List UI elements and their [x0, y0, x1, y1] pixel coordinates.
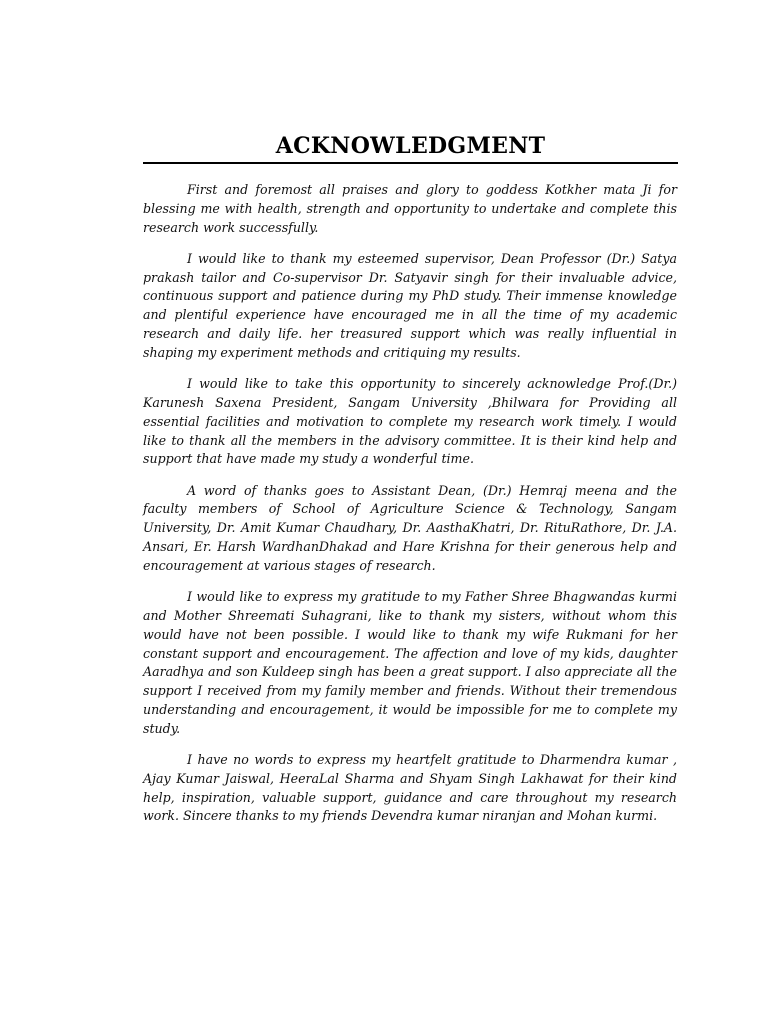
paragraph-5: I would like to express my gratitude to my Father Shree Bhagwandas kurmi and Mother Shreemati Suhagrani, like to thank my sisters, without whom this would have not been possible. I would like to thank my wife Rukmani for her constant support and encouragement. The affection and love of my kids, daughter Aaradhya and son Kuldeep singh has been a great support. I also appreciate all the support I received from my family member and friends. Without their tremendous understanding and encouragement, it would be impossible for me to complete my study.	[143, 589, 677, 736]
paragraph-6: I have no words to express my heartfelt gratitude to Dharmendra kumar , Ajay Kumar Jaiswal, HeeraLal Sharma and Shyam Singh Lakhawat for their kind help, inspiration, valuable support, guidance and care throughout my research work. Sincere thanks to my friends Devendra kumar niranjan and Mohan kurmi.	[143, 752, 677, 824]
title-underline	[143, 162, 678, 164]
page-title: ACKNOWLEDGMENT	[275, 133, 546, 159]
paragraph-3: I would like to take this opportunity to sincerely acknowledge Prof.(Dr.) Karunesh Saxena President, Sangam University ,Bhilwara for Providing all essential facilities and motivation to complete my research work timely. I would like to thank all the members in the advisory committee. It is their kind help and support that have made my study a wonderful time.	[143, 376, 677, 467]
paragraph-1: First and foremost all praises and glory to goddess Kotkher mata Ji for blessing me with health, strength and opportunity to undertake and complete this research work successfully.	[143, 182, 677, 235]
paragraph-4: A word of thanks goes to Assistant Dean, (Dr.) Hemraj meena and the faculty members of School of Agriculture Science & Technology, Sangam University, Dr. Amit Kumar Chaudhary, Dr. AasthaKhatri, Dr. RituRathore, Dr. J.A. Ansari, Er. Harsh WardhanDhakad and Hare Krishna for their generous help and encouragement at various stages of research.	[143, 482, 677, 573]
paragraph-2: I would like to thank my esteemed supervisor, Dean Professor (Dr.) Satya prakash tailor and Co-supervisor Dr. Satyavir singh for their invaluable advice, continuous support and patience during my PhD study. Their immense knowledge and plentiful experience have encouraged me in all the time of my academic research and daily life. her treasured support which was really influential in shaping my experiment methods and critiquing my results.	[143, 250, 677, 360]
acknowledgment-body	[143, 181, 677, 839]
title-block	[143, 132, 678, 160]
